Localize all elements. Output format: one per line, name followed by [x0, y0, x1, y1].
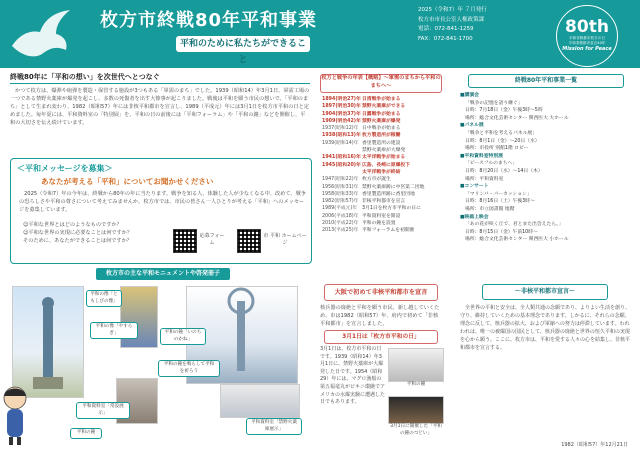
publisher-phone: 電話：072-841-1259 — [418, 26, 474, 32]
timeline-list — [322, 96, 446, 235]
statue-photo — [12, 286, 84, 398]
timeline-year: 1982(昭和57)年 — [322, 199, 359, 205]
event-category: ■パネル展 — [460, 123, 484, 129]
timeline-event: 日露戦争が始まる — [362, 111, 401, 117]
logo-number: 80th — [565, 17, 609, 37]
event-detail: 「あの花が咲く丘で、君とまた出会えたら。」 — [465, 222, 564, 228]
publisher-fax: FAX：072-841-1700 — [418, 35, 473, 42]
event-detail: 「ピースフルのまちへ」 — [465, 161, 518, 167]
timeline-year: 1937(昭和12)年 — [322, 126, 359, 132]
timeline-row — [322, 213, 446, 220]
timeline-event: 禁野火薬庫跡に中宮第二団地 — [362, 184, 425, 190]
first-city-heading: 大阪で初めて非核平和都市を宣言 — [324, 284, 438, 301]
peace-bell-photo — [388, 348, 444, 382]
peace-day-heading: 3月1日は「枚方市平和の日」 — [324, 330, 438, 344]
timeline-event: 香里製造所の建設 — [362, 140, 401, 146]
timeline-year: 1897(明治30)年 — [322, 104, 361, 110]
event-detail: 日時：8月1日（金）～20日（水） — [465, 138, 540, 144]
timeline-row — [322, 96, 446, 103]
homepage-qr-code[interactable] — [237, 229, 261, 253]
event-category: ■映画上映会 — [460, 214, 489, 220]
timeline-row — [322, 220, 446, 227]
prompt-1: ☺平和な世界とはどのようなものですか？ — [23, 222, 122, 228]
timeline-event: 太平洋戦争が終結 — [362, 169, 401, 175]
80th-logo — [556, 5, 618, 67]
intro-body: かつて枚方は、爆弾や砲弾を製造・保管する施設が3つもある「軍需のまち」でした。1939（昭和14）年3月1日、軍需工場の一つである禁野火薬庫が爆発を起こし、多数の死傷者を出す大惨事が起こりました。戦後は平和を願う市民の想いで、「平和のまち」として生まれ変わり、1982（昭和57）年には非核平和都市を宣言し、1989（平成元）年には3月1日を枚方市平和の日と定めました。毎年夏には、平和資料室の「特別展」を、平和の日の前後には「平和フォーラム」や「平和の鐘」などを開催し、平和の大切さを伝え続けています。 — [10, 88, 310, 126]
event-detail: 場所：平和資料室 — [465, 176, 504, 182]
timeline-event: 平和資料室を開設 — [362, 213, 401, 219]
event-detail: 場所：市立図書館 地階 — [465, 206, 515, 212]
timeline-year: 1956(昭和31)年 — [322, 184, 359, 190]
statue-illustration — [13, 287, 83, 397]
timeline-row — [322, 162, 446, 169]
timeline-year: 1945(昭和20)年 — [322, 162, 361, 168]
intro-section — [10, 72, 310, 127]
message-heading: ＜平和メッセージを募集＞ — [17, 164, 113, 173]
event-detail: 「戦争の記憶を語り継ぐ」 — [465, 100, 523, 106]
timeline-section — [316, 72, 444, 280]
first-city-section — [316, 284, 444, 454]
timeline-event: 平和フォーラムを初開催 — [362, 228, 415, 234]
message-question: あなたが考える「平和」についてお聞かせください — [41, 177, 214, 186]
event-detail: 「戦争と平和を考えるパネル展」 — [465, 130, 537, 136]
timeline-year: 1947(昭和22)年 — [322, 177, 359, 183]
events-heading: 終戦80年平和事業一覧 — [468, 74, 624, 88]
first-city-body: 核兵器の廃絶と平和を願う市民、新し越していくため、市は1982（昭和57）年、府内で初めて「非核平和都市」を宣言しました。 — [320, 305, 440, 327]
timeline-year: 1909(明治42)年 — [322, 118, 361, 124]
timeline-event: 禁野火薬庫が爆発 — [362, 118, 401, 124]
timeline-event: 香里製造所跡に香里団地 — [362, 191, 415, 197]
callout-exhibit: 平和資料室「常設展示」 — [76, 402, 130, 419]
logo-tagline: Mission for Peace — [562, 46, 612, 52]
timeline-year: 1989(平成元)年 — [322, 206, 358, 212]
mascot-icon — [0, 384, 30, 446]
header-banner — [0, 0, 640, 68]
timeline-event: 枚方製造所が稼働 — [362, 133, 401, 139]
publisher-info — [418, 6, 536, 44]
event-detail: 場所：市役所 別館1階 ロビー — [465, 146, 529, 152]
timeline-year: 1939(昭和14)年 — [322, 140, 359, 146]
publisher-dept: 枚方市市長公室人権政策課 — [418, 16, 485, 23]
timeline-year: 1941(昭和16)年 — [322, 155, 361, 161]
gathering-photo — [388, 396, 444, 424]
timeline-year: 2006(平成18)年 — [322, 213, 359, 219]
timeline-row — [322, 140, 446, 147]
timeline-row — [322, 132, 446, 139]
event-category: ■講演会 — [460, 93, 479, 98]
peace-day-body: 3月1日は、枚方市平和の日です。1939（昭和14）年3月1日に、禁野火薬庫が大爆発した日です。1954（昭和29）年には、マグロ漁船の第五福竜丸がビキニ環礁でアメリカの水爆実験に遭遇した日でもあります。 — [320, 346, 386, 406]
callout-statue: 平和の像「ともしびの像」 — [86, 290, 122, 307]
timeline-event: 非核平和都市を宣言 — [362, 199, 406, 205]
message-body: 2025（令和7）年の今年は、終戦から80年の年に当たります。戦争を知る人、体験した人が少なくなる中、改めて、戦争の恐ろしさや平和の尊さについて考えてみませんか。枚方市では、市民の皆さん一人ひとりが考える「平和」へのメッセージを募集しています。 — [19, 191, 306, 213]
timeline-heading: 枚方と戦争の年表【概略】～軍需のまちから平和のまちへ～ — [320, 74, 442, 93]
logo-caption-2: 平和非核都市宣言40年 — [568, 41, 606, 45]
timeline-event: 日中戦争が始まる — [362, 126, 401, 132]
timeline-row — [322, 118, 446, 125]
timeline-row — [322, 205, 446, 212]
timeline-year — [322, 147, 362, 154]
event-detail: 日時：8月16日（土）午後3時～ — [465, 199, 535, 205]
timeline-row — [322, 147, 446, 154]
timeline-event: 3月1日を枚方市平和の日に — [362, 206, 421, 212]
event-detail: 「マリンバ・パーカッション」 — [465, 191, 532, 197]
timeline-row — [322, 191, 446, 198]
peace-message-box — [10, 158, 312, 264]
dove-icon — [6, 6, 76, 62]
callout-arsenal-exhibit: 平和資料室「禁野火薬庫展示」 — [246, 418, 302, 435]
page-subtitle: 平和のために私たちができること — [176, 36, 310, 52]
event-detail: 場所：総合文化芸術センター 関西医大 大ホール — [465, 115, 569, 121]
timeline-event: 禁野火薬庫ができる — [362, 104, 406, 110]
peace-bell-caption: 平和の鐘 — [406, 382, 426, 387]
declaration-date: 1982（昭和57）年12月21日 — [561, 442, 628, 448]
timeline-row — [322, 198, 446, 205]
event-detail: 日時：8月15日（金）午前10時～ — [465, 229, 538, 235]
declaration-heading: ～非核平和都市宣言～ — [482, 284, 608, 300]
timeline-row — [322, 154, 446, 161]
callout-ring-bell: 平和の鐘を鳴らして平和を祈ろう — [158, 360, 220, 377]
prompt-3: そのために、あなたができることは何ですか？ — [23, 238, 132, 244]
timeline-year — [322, 169, 362, 176]
timeline-event: 平和の鐘を設置 — [362, 221, 396, 227]
event-category: ■平和資料室特別展 — [460, 153, 503, 159]
timeline-row — [322, 227, 446, 234]
events-section — [452, 72, 636, 280]
logo-caption-1: 平和非核都市枚方の日 — [569, 36, 605, 40]
timeline-year: 2013(平成25)年 — [322, 228, 359, 234]
event-detail: 日時：8月20日（水）～14日（木） — [465, 168, 543, 174]
qr1-label: 応募フォーム — [199, 233, 225, 246]
timeline-year: 1904(明治37)年 — [322, 111, 361, 117]
event-detail: 場所：総合文化芸術センター 関西医大 小ホール — [465, 237, 569, 243]
declaration-body: 全世界の平和と安全は、全人類共通の念願であり、よりよい生活を創り、守り、維持していくための基本理念であります。しかるに、それらの念願、理念に反して、核兵器の拡大、および軍縮への努力は停滞しています。われわれは、唯一の被爆国の国民として、核兵器の廃絶と世界の恒久平和の実現を心から願う。ここに、枚方市は、平和を愛する人々の心を結集し、非核平和都市を宣言する。 — [460, 305, 631, 351]
timeline-row — [322, 103, 446, 110]
message-prompts — [23, 221, 132, 245]
timeline-row — [322, 184, 446, 191]
qr2-label: 市 平和 ホームページ — [263, 233, 307, 246]
display-case-photo — [220, 384, 300, 418]
timeline-row — [322, 169, 446, 176]
timeline-row — [322, 176, 446, 183]
events-list — [460, 92, 632, 244]
publish-date: 2025（令和7）年 ７月発行 — [418, 7, 487, 13]
timeline-row — [322, 111, 446, 118]
timeline-event: 広島、長崎に原爆投下 — [362, 162, 410, 168]
gathering-caption: 3月1日に開催した「平和の鐘のつどい」 — [390, 424, 442, 436]
timeline-event: 禁野火薬庫が大爆発 — [362, 148, 406, 154]
monuments-section — [10, 268, 310, 452]
monuments-heading: 枚方市の主な平和モニュメントや啓発冊子 — [96, 268, 230, 280]
timeline-event: 太平洋戦争が始まる — [362, 155, 406, 161]
timeline-year: 2010(平成22)年 — [322, 221, 359, 227]
callout-bell: 平和の鐘「いのちのかね」 — [160, 328, 206, 345]
event-category: ■コンサート — [460, 184, 489, 190]
timeline-event: 日清戦争が始まる — [362, 97, 401, 102]
callout-yasuragi: 平和の像「やすらぎ」 — [90, 322, 138, 339]
timeline-row — [322, 125, 446, 132]
intro-heading: 終戦80年に「平和の想い」を次世代へとつなぐ — [10, 72, 310, 84]
event-detail: 日時：7月18日（金）午後3時～5時 — [465, 108, 543, 114]
callout-peace-bell: 平和の鐘 — [70, 428, 102, 439]
timeline-event: 枚方市が誕生 — [362, 177, 391, 183]
prompt-2: ☺平和な世界の実現に必要なことは何ですか？ — [23, 230, 133, 236]
page-title: 枚方市終戦80年平和事業 — [100, 10, 318, 31]
timeline-year: 1938(昭和13)年 — [322, 133, 361, 139]
entry-form-qr-code[interactable] — [173, 229, 197, 253]
declaration-section — [452, 284, 636, 452]
timeline-year: 1894(明治27)年 — [322, 97, 361, 102]
timeline-year: 1958(昭和33)年 — [322, 191, 359, 197]
